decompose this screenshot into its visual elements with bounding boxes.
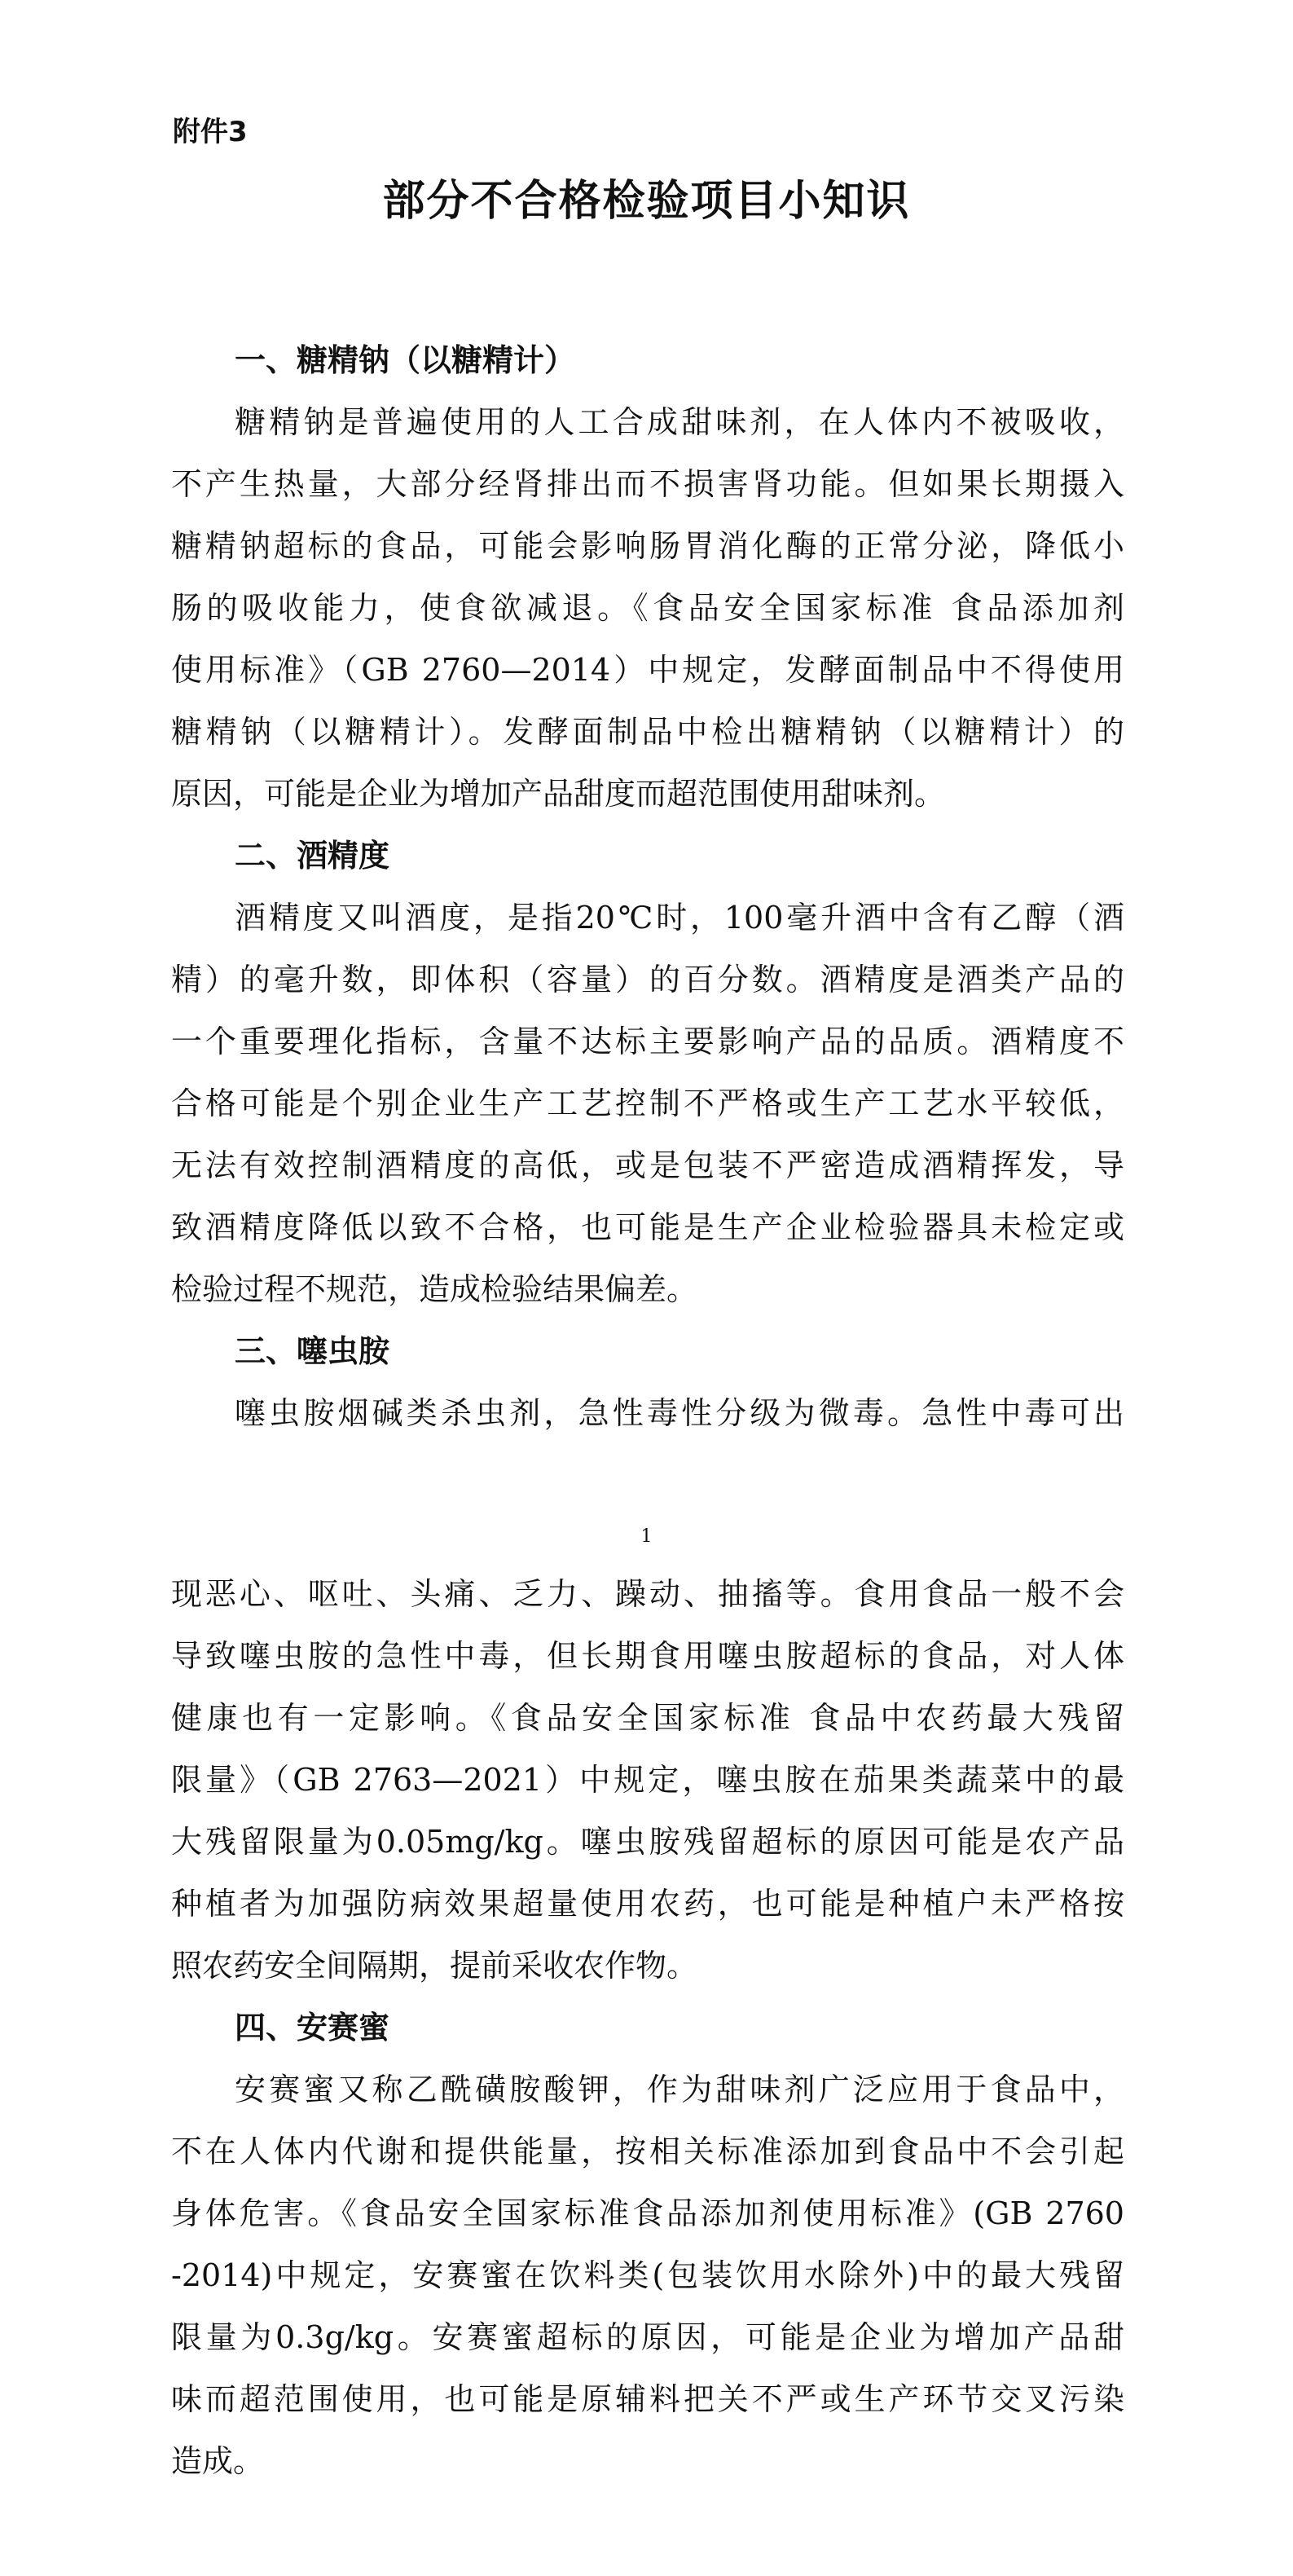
paragraph-line: 糖精钠是普遍使用的人工合成甜味剂，在人体内不被吸收， — [235, 404, 1124, 440]
section-body-saccharin — [171, 391, 1124, 825]
paragraph-line: 安赛蜜又称乙酰磺胺酸钾，作为甜味剂广泛应用于食品中， — [235, 2072, 1124, 2107]
paragraph-line: 照农药安全间隔期，提前采收农作物。 — [171, 1948, 698, 1984]
paragraph-line: 无法有效控制酒精度的高低，或是包装不严密造成酒精挥发，导 — [171, 1147, 1124, 1183]
paragraph-line: 噻虫胺烟碱类杀虫剂，急性毒性分级为微毒。急性中毒可出 — [235, 1395, 1124, 1431]
paragraph-line: 致酒精度降低以致不合格，也可能是生产企业检验器具未检定或 — [171, 1209, 1124, 1245]
paragraph-line: 精）的毫升数，即体积（容量）的百分数。酒精度是酒类产品的 — [171, 962, 1124, 997]
paragraph-line: 健康也有一定影响。《食品安全国家标准 食品中农药最大残留 — [171, 1700, 1124, 1736]
section-body-acesulfame — [171, 2059, 1124, 2492]
section-body-clothianidin-continued — [171, 1563, 1124, 1997]
paragraph-line: 限量为0.3g/kg。安赛蜜超标的原因，可能是企业为增加产品甜 — [171, 2319, 1124, 2355]
paragraph-line: 检验过程不规范，造成检验结果偏差。 — [171, 1271, 698, 1307]
page-title: 部分不合格检验项目小知识 — [382, 176, 911, 226]
paragraph-line: 原因，可能是企业为增加产品甜度而超范围使用甜味剂。 — [171, 776, 946, 812]
paragraph-line: 大残留限量为0.05mg/kg。噻虫胺残留超标的原因可能是农产品 — [171, 1824, 1124, 1860]
paragraph-line: 现恶心、呕吐、头痛、乏力、躁动、抽搐等。食用食品一般不会 — [171, 1576, 1124, 1612]
section-body-alcohol — [171, 887, 1124, 1320]
paragraph-line: 限量》（GB 2763—2021）中规定，噻虫胺在茄果类蔬菜中的最 — [171, 1762, 1124, 1798]
paragraph-line: 酒精度又叫酒度，是指20℃时，100毫升酒中含有乙醇（酒 — [235, 900, 1124, 936]
section-heading-acesulfame: 四、安赛蜜 — [235, 2010, 390, 2045]
paragraph-line: 造成。 — [171, 2443, 265, 2479]
section-heading-saccharin: 一、糖精钠（以糖精计） — [235, 342, 576, 378]
paragraph-line: -2014)中规定，安赛蜜在饮料类(包装饮用水除外)中的最大残留 — [171, 2257, 1124, 2293]
paragraph-line: 糖精钠超标的食品，可能会影响肠胃消化酶的正常分泌，降低小 — [171, 528, 1124, 564]
paragraph-line: 导致噻虫胺的急性中毒，但长期食用噻虫胺超标的食品，对人体 — [171, 1638, 1124, 1674]
attachment-label: 附件3 — [173, 116, 248, 148]
content-page-2 — [171, 1563, 1124, 2492]
paragraph-line: 身体危害。《食品安全国家标准食品添加剂使用标准》(GB 2760 — [171, 2195, 1124, 2231]
content-page-1 — [171, 329, 1124, 1444]
paragraph-line: 味而超范围使用，也可能是原辅料把关不严或生产环节交叉污染 — [171, 2381, 1124, 2417]
paragraph-line: 使用标准》（GB 2760—2014）中规定，发酵面制品中不得使用 — [171, 652, 1124, 688]
paragraph-line: 不在人体内代谢和提供能量，按相关标准添加到食品中不会引起 — [171, 2133, 1124, 2169]
section-body-clothianidin-start — [171, 1382, 1124, 1444]
paragraph-line: 肠的吸收能力，使食欲减退。《食品安全国家标准 食品添加剂 — [171, 590, 1124, 626]
paragraph-line: 合格可能是个别企业生产工艺控制不严格或生产工艺水平较低， — [171, 1085, 1124, 1121]
page-number: 1 — [640, 1526, 653, 1547]
section-heading-alcohol: 二、酒精度 — [235, 838, 390, 874]
paragraph-line: 不产生热量，大部分经肾排出而不损害肾功能。但如果长期摄入 — [171, 466, 1124, 502]
paragraph-line: 种植者为加强防病效果超量使用农药，也可能是种植户未严格按 — [171, 1886, 1124, 1922]
section-heading-clothianidin: 三、噻虫胺 — [235, 1333, 390, 1369]
paragraph-line: 糖精钠（以糖精计）。发酵面制品中检出糖精钠（以糖精计）的 — [171, 714, 1124, 750]
paragraph-line: 一个重要理化指标，含量不达标主要影响产品的品质。酒精度不 — [171, 1024, 1124, 1059]
